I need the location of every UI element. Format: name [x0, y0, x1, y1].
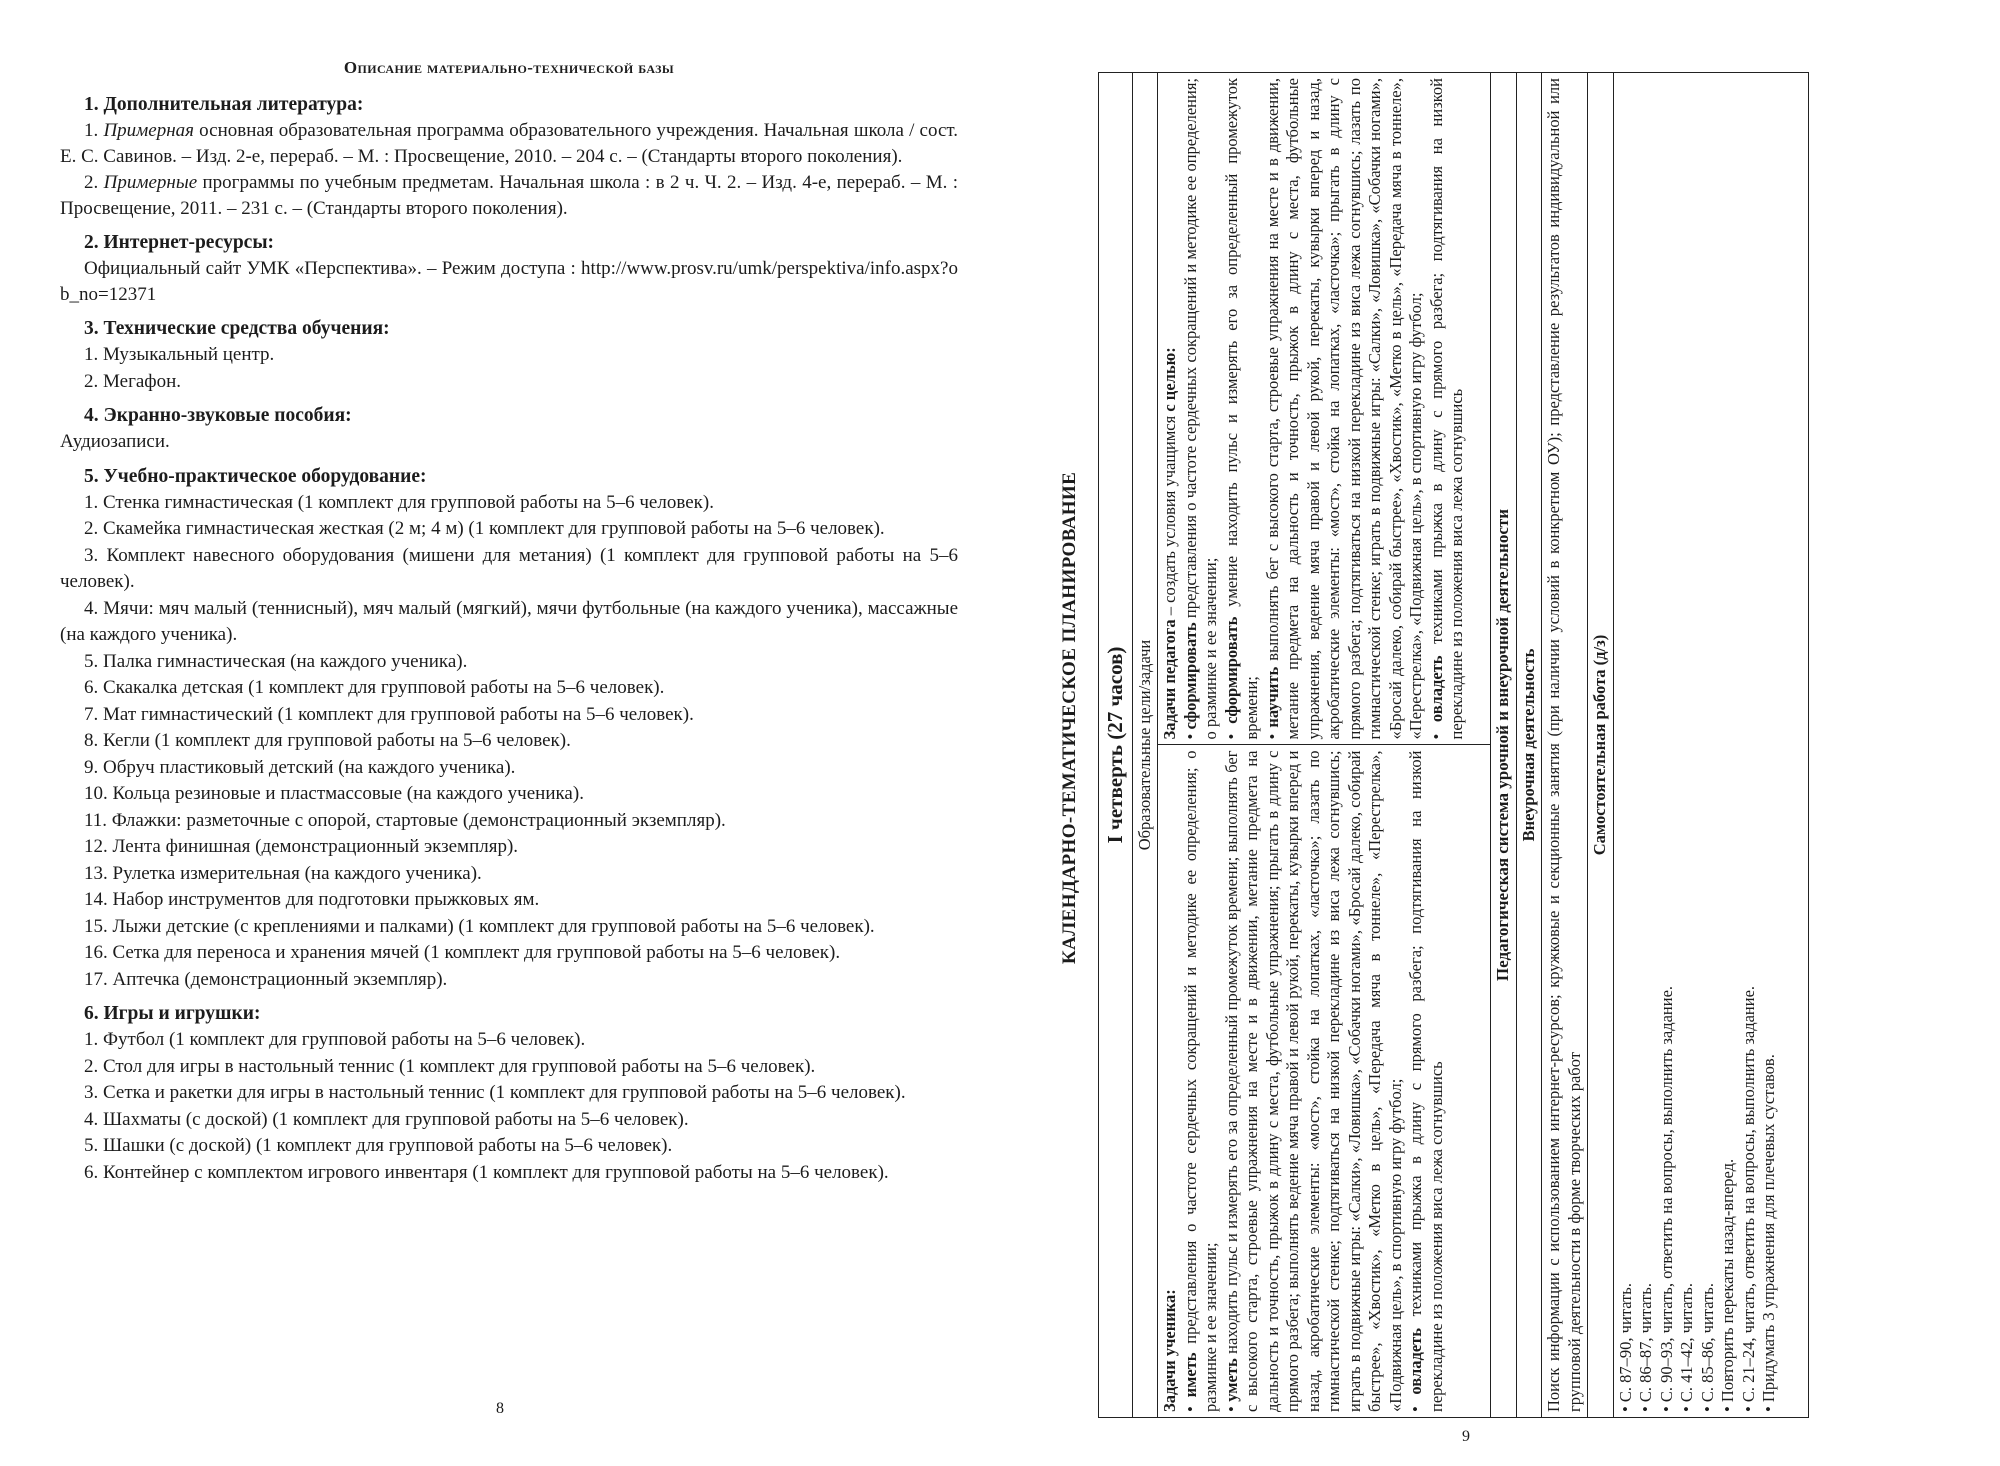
extracurricular-text: Поиск информации с использованием интернет-ресурсов; кружковые и секционные занятия (при наличии условий в конкретном ОУ); представление результатов индивидуальной или групповой деятельности в форме творческих работ	[1542, 73, 1588, 1418]
table-row	[1158, 73, 1491, 1418]
section-literature	[60, 92, 958, 222]
goals-header: Образовательные цели/задачи	[1132, 73, 1158, 1418]
list-item: 13. Рулетка измерительная (на каждого ученика).	[84, 862, 482, 884]
section-heading: 1. Дополнительная литература:	[84, 94, 364, 115]
list-item: 1. Музыкальный центр.	[84, 344, 275, 365]
list-item: 8. Кегли (1 комплект для групповой работы на 5–6 человек).	[84, 730, 571, 751]
page-number-left: 8	[496, 1400, 504, 1417]
homework-item: • С. 85–86, читать.	[1697, 1283, 1717, 1412]
list-item: 9. Обруч пластиковый детский (на каждого ученика).	[84, 756, 516, 778]
section-equipment	[60, 464, 958, 994]
list-item: 1. Футбол (1 комплект для групповой работы на 5–6 человек).	[84, 1029, 586, 1050]
section-heading: 6. Игры и игрушки:	[84, 1003, 261, 1024]
planning-table	[1098, 72, 1809, 1418]
list-item: 4. Шахматы (с доской) (1 комплект для групповой работы на 5–6 человек).	[84, 1108, 689, 1130]
section-tech	[60, 316, 958, 395]
list-item: 11. Флажки: разметочные с опорой, стартовые (демонстрационный экземпляр).	[84, 809, 726, 831]
list-item: 2. Мегафон.	[84, 370, 182, 392]
homework-item: • Повторить перекаты назад-вперед.	[1718, 1158, 1737, 1412]
homework-item: • Придумать 3 упражнения для плечевых суставов.	[1759, 1054, 1778, 1412]
table-row	[1588, 73, 1614, 1418]
list-item: 12. Лента финишная (демонстрационный экземпляр).	[84, 836, 519, 857]
list-item: 2. Примерные программы по учебным предметам. Начальная школа : в 2 ч. Ч. 2. – Изд. 4-е, перераб. – М. : Просвещение, 2011. – 231 с. – (Стандарты второго поколения).	[60, 172, 958, 219]
table-row	[1613, 73, 1808, 1418]
homework-item: • С. 21–24, читать, ответить на вопросы, выполнить задание.	[1738, 985, 1758, 1412]
table-row	[1542, 73, 1588, 1418]
list-item: 2. Стол для игры в настольный теннис (1 комплект для групповой работы на 5–6 человек).	[84, 1055, 816, 1077]
list-item: 6. Скакалка детская (1 комплект для групповой работы на 5–6 человек).	[84, 677, 665, 698]
right-page	[1040, 0, 2000, 1466]
list-item: 14. Набор инструментов для подготовки прыжковых ям.	[84, 889, 540, 910]
list-item: Аудиозаписи.	[60, 431, 170, 452]
list-item: 6. Контейнер с комплектом игрового инвентаря (1 комплект для групповой работы на 5–6 человек).	[84, 1161, 889, 1183]
left-page	[60, 50, 958, 1450]
list-item: Официальный сайт УМК «Перспектива». – Режим доступа : http://www.prosv.ru/umk/perspektiva/info.aspx?ob_no=12371	[60, 258, 958, 305]
table-row	[1491, 73, 1517, 1418]
section-internet	[60, 230, 958, 308]
list-item: 15. Лыжи детские (с креплениями и палками) (1 комплект для групповой работы на 5–6 человек).	[84, 915, 875, 937]
section-av	[60, 403, 958, 456]
table-row	[1099, 73, 1133, 1418]
list-item: 10. Кольца резиновые и пластмассовые (на каждого ученика).	[84, 783, 584, 804]
list-item: 5. Палка гимнастическая (на каждого ученика).	[84, 650, 468, 672]
extracurricular-header: Внеурочная деятельность	[1516, 73, 1542, 1418]
section-heading: 2. Интернет-ресурсы:	[84, 232, 275, 253]
homework-item: • С. 90–93, читать, ответить на вопросы, выполнить задание.	[1656, 985, 1676, 1412]
system-header: Педагогическая система урочной и внеурочной деятельности	[1491, 73, 1517, 1418]
list-item: 4. Мячи: мяч малый (теннисный), мяч малый (мягкий), мячи футбольные (на каждого ученика), массажные (на каждого ученика).	[60, 597, 958, 645]
teacher-tasks-cell: Задачи педагога – создать условия учащимся с целью: • сформировать представления о частоте сердечных сокращений и методике ее определения; о разминке и ее значении; • сформировать умение находить пульс и измерять его за определенный промежуток времени; • научить выполнять бег с высокого старта, строевые упражнения на месте и в движении, метание предмета на дальность и точность, прыжок в длину с места, футбольные упражнения, ведение мяча правой и левой рукой, перекаты, кувырки вперед и назад, акробатические элементы: «мост», стойка на лопатках, «ласточка»; прыгать в длину с прямого разбега; подтягиваться на низкой перекладине из виса лежа согнувшись; лазать по гимнастической стенке; играть в подвижные игры: «Салки», «Ловишка», «Собачки ногами», «Бросай далеко, собирай быстрее», «Хвостик», «Метко в цель», «Передача мяча в тоннеле», «Перестрелка», «Подвижная цель», в спортивную игру футбол; • овладеть техниками прыжка в длину с прямого разбега; подтягивания на низкой перекладине из положения виса лежа согнувшись	[1158, 73, 1491, 746]
list-item: 2. Скамейка гимнастическая жесткая (2 м; 4 м) (1 комплект для групповой работы на 5–6 человек).	[84, 518, 885, 539]
list-item: 7. Мат гимнастический (1 комплект для групповой работы на 5–6 человек).	[84, 703, 694, 725]
table-row	[1132, 73, 1158, 1418]
list-item: 1. Примерная основная образовательная программа образовательного учреждения. Начальная школа / сост. Е. С. Савинов. – Изд. 2-е, перераб. – М. : Просвещение, 2010. – 204 с. – (Стандарты второго поколения).	[60, 120, 959, 167]
student-tasks-cell: Задачи ученика: • иметь представления о частоте сердечных сокращений и методике ее определения; о разминке и ее значении; • уметь находить пульс и измерять его за определенный промежуток времени; выполнять бег с высокого старта, строевые упражнения на месте и в движении, метание предмета на дальность и точность, прыжок в длину с места, футбольные упражнения; прыгать в длину с прямого разбега; выполнять ведение мяча правой и левой рукой, перекаты, кувырки вперед и назад, акробатические элементы: «мост», стойка на лопатках, «ласточка»; лазать по гимнастической стенке; подтягиваться на низкой перекладине из виса лежа согнувшись; играть в подвижные игры: «Салки», «Ловишка», «Собачки ногами», «Бросай далеко, собирай быстрее», «Хвостик», «Метко в цель», «Передача мяча в тоннеле», «Перестрелка», «Подвижная цель», в спортивную игру футбол; • овладеть техниками прыжка в длину с прямого разбега; подтягивания на низкой перекладине из положения виса лежа согнувшись	[1158, 745, 1491, 1418]
page-number-right: 9	[1462, 1428, 1470, 1445]
page-title: Описание материально-технической базы	[343, 58, 675, 77]
list-item: 5. Шашки (с доской) (1 комплект для групповой работы на 5–6 человек).	[84, 1135, 673, 1156]
list-item: 3. Сетка и ракетки для игры в настольный теннис (1 комплект для групповой работы на 5–6 человек).	[84, 1082, 906, 1103]
homework-item: • С. 86–87, читать.	[1636, 1283, 1655, 1412]
homework-header: Самостоятельная работа (д/з)	[1588, 73, 1614, 1418]
list-item: 3. Комплект навесного оборудования (мишени для метания) (1 комплект для групповой работы на 5–6 человек).	[60, 544, 958, 592]
planning-title: КАЛЕНДАРНО-ТЕМАТИЧЕСКОЕ ПЛАНИРОВАНИЕ	[1059, 471, 1080, 965]
list-item: 1. Стенка гимнастическая (1 комплект для групповой работы на 5–6 человек).	[84, 491, 714, 513]
quarter-header: I четверть (27 часов)	[1099, 73, 1133, 1418]
rotated-content	[1058, 18, 1958, 1418]
section-heading: 3. Технические средства обучения:	[84, 318, 390, 339]
section-heading: 4. Экранно-звуковые пособия:	[84, 405, 352, 426]
table-row	[1516, 73, 1542, 1418]
section-games	[60, 1001, 958, 1186]
list-item: 17. Аптечка (демонстрационный экземпляр).	[84, 968, 448, 990]
list-item: 16. Сетка для переноса и хранения мячей (1 комплект для групповой работы на 5–6 человек).	[84, 942, 841, 963]
section-heading: 5. Учебно-практическое оборудование:	[84, 465, 427, 487]
homework-item: • С. 87–90, читать.	[1615, 1283, 1635, 1412]
homework-list	[1613, 73, 1808, 1418]
homework-item: • С. 41–42, читать.	[1677, 1283, 1696, 1412]
